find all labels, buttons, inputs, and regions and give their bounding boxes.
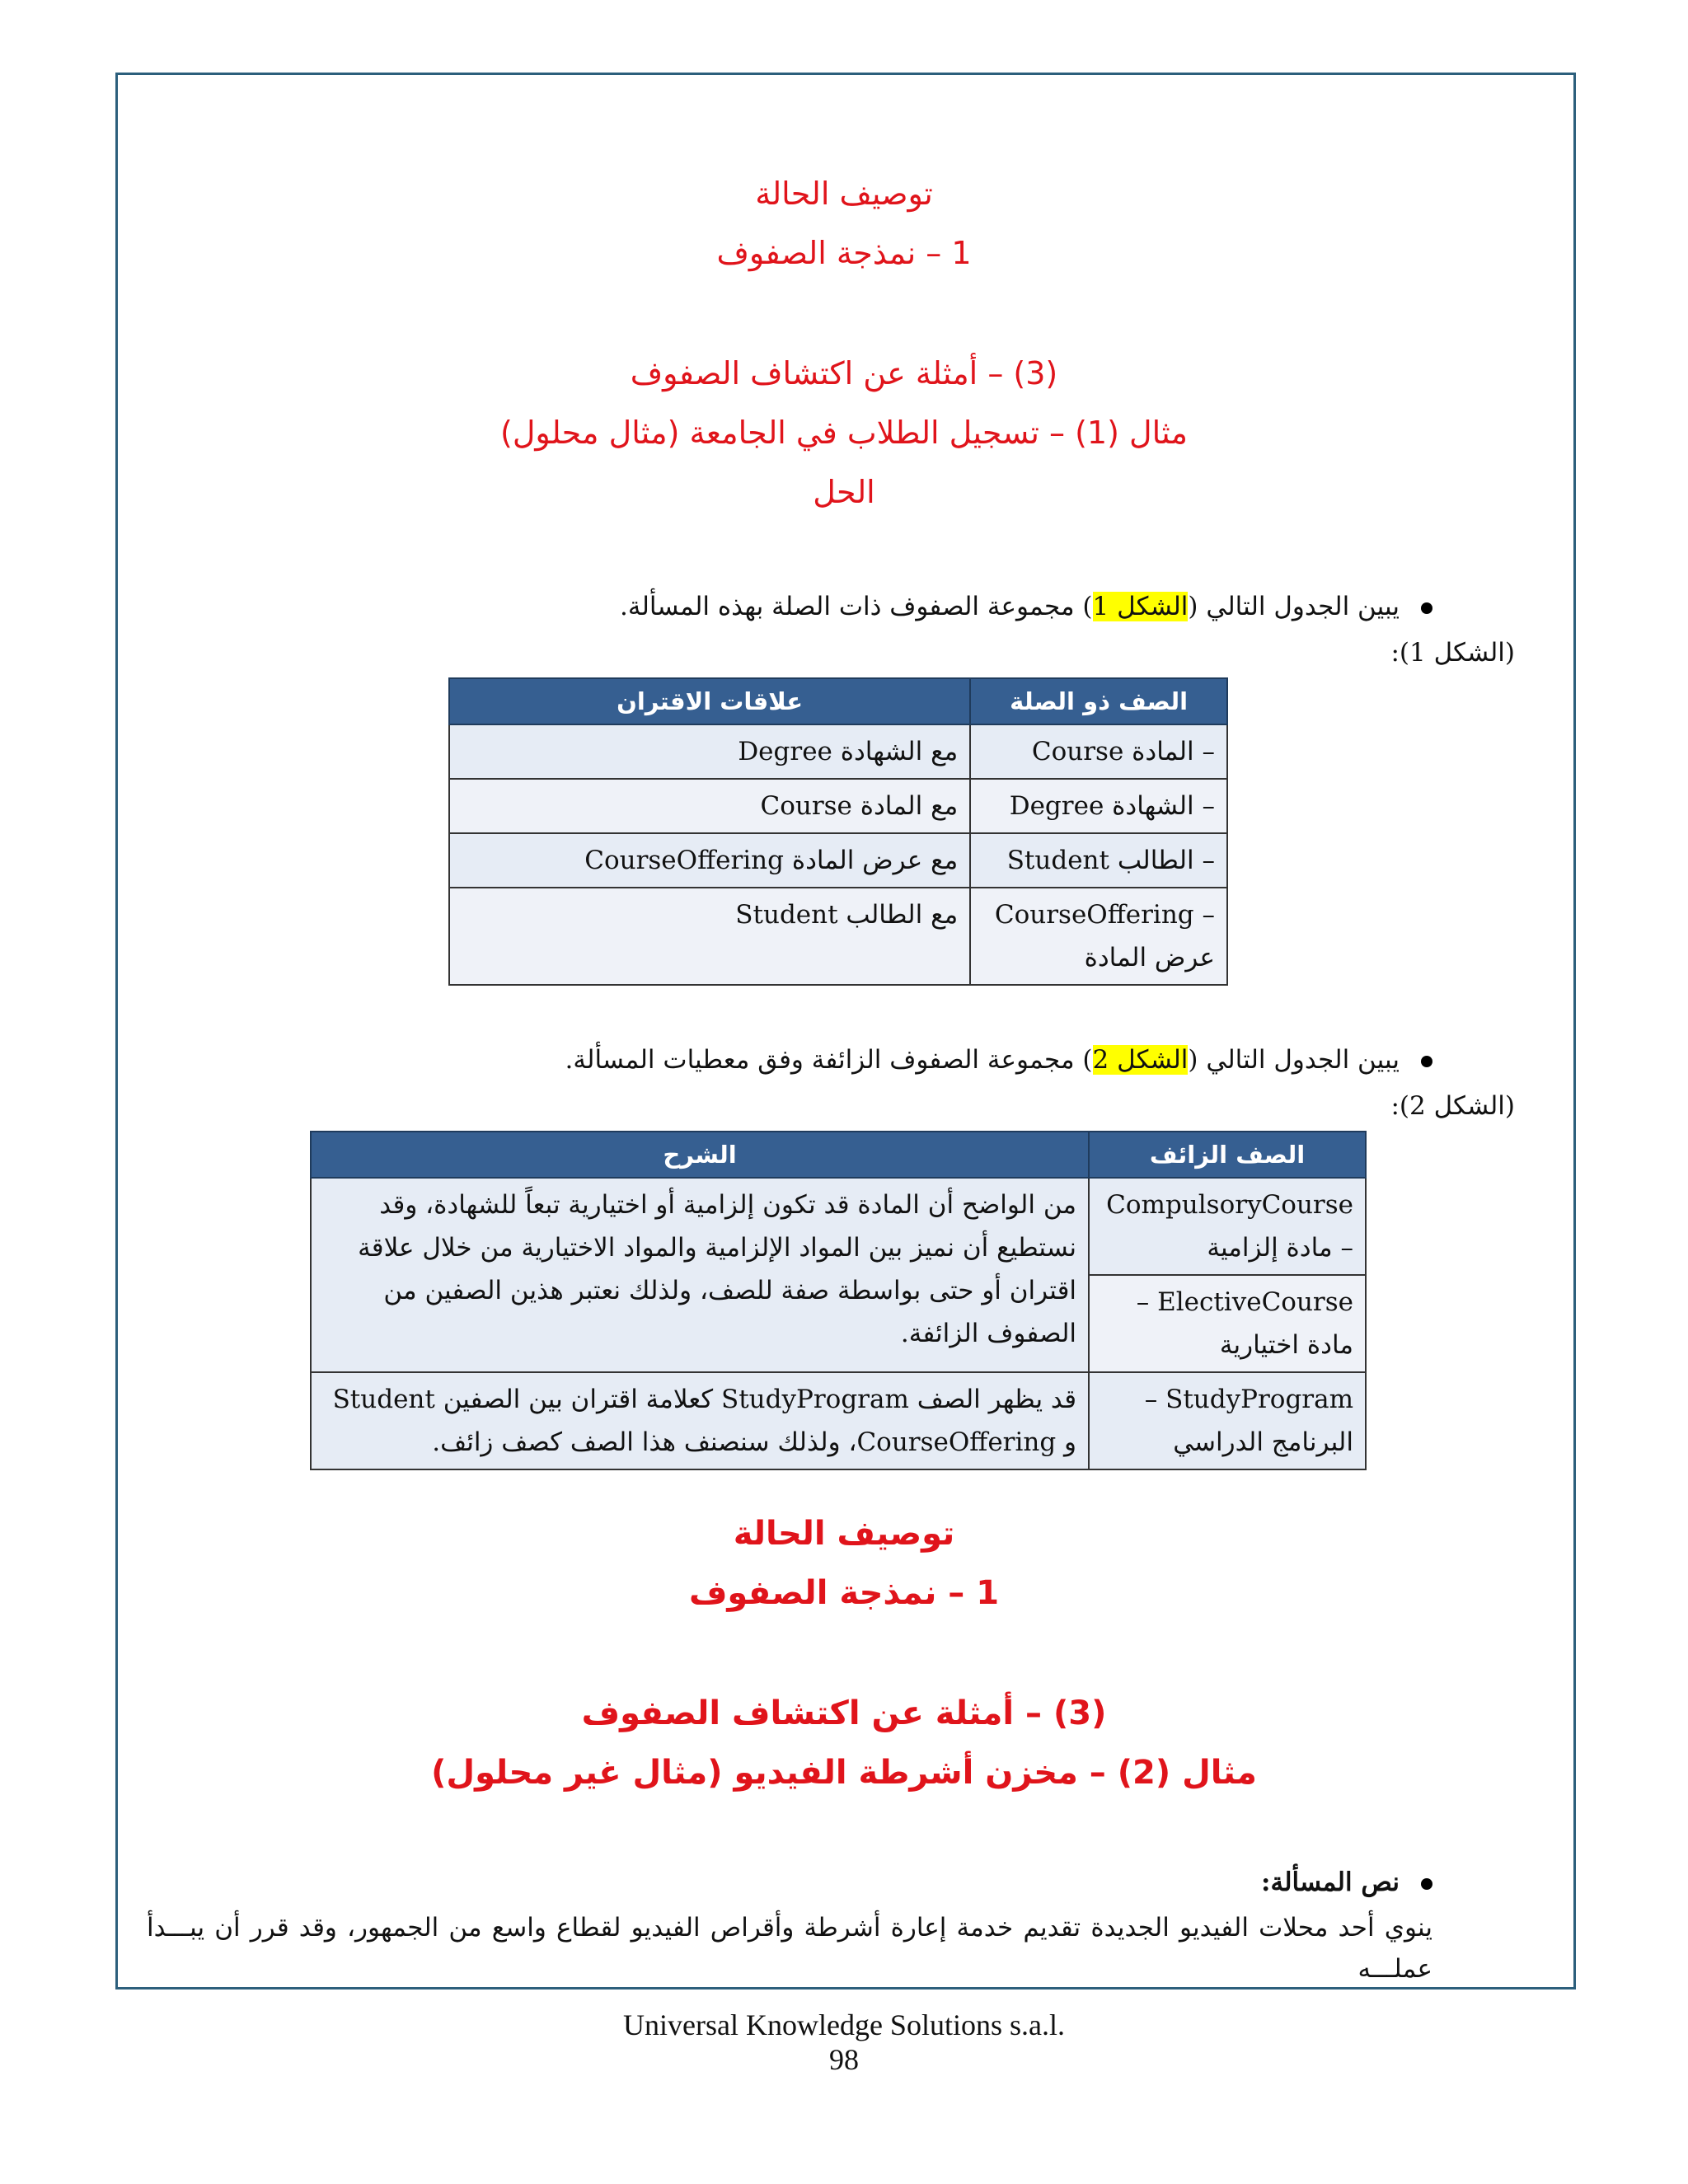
table-cell: مع المادة Course <box>449 779 970 833</box>
table-cell: – CourseOffering عرض المادة <box>970 888 1227 985</box>
section1-subtitle: 1 – نمذجة الصفوف <box>716 235 972 271</box>
column-header: علاقات الاقتران <box>449 678 970 724</box>
table-header-row <box>449 678 1227 724</box>
figure-ref-highlight: الشكل 2 <box>1092 1045 1189 1075</box>
table-row <box>449 779 1227 833</box>
page-number: 98 <box>829 2043 859 2076</box>
table-row <box>449 888 1227 985</box>
table-row <box>311 1372 1366 1469</box>
bullet-icon <box>1421 602 1432 614</box>
section1-solution: الحل <box>813 474 875 510</box>
footer-company: Universal Knowledge Solutions s.a.l. <box>623 2008 1065 2041</box>
table1-caption: (الشكل 1): <box>1390 638 1515 668</box>
table-row <box>449 724 1227 779</box>
table2-intro: يبين الجدول التالي (الشكل 2) مجموعة الصفوف الزائفة وفق معطيات المسألة. <box>565 1042 1432 1078</box>
table-cell: من الواضح أن المادة قد تكون إلزامية أو اختيارية تبعاً للشهادة، وقد نستطيع أن نميز بين المواد الإلزامية والمواد الاختيارية من خلال علاقة اقتران أو حتى بواسطة صفة للصف، ولذلك نعتبر هذين الصفين من الصفوف الزائفة. <box>311 1178 1089 1372</box>
table-cell: مع الطالب Student <box>449 888 970 985</box>
section2-example: مثال (2) – مخزن أشرطة الفيديو (مثال غير محلول) <box>431 1754 1257 1792</box>
table-cell: مع عرض المادة CourseOffering <box>449 833 970 888</box>
table-header-row <box>311 1132 1366 1178</box>
section2-part: (3) – أمثلة عن اكتشاف الصفوف <box>581 1694 1107 1732</box>
bullet-icon <box>1421 1878 1432 1890</box>
table1-intro: يبين الجدول التالي (الشكل 1) مجموعة الصفوف ذات الصلة بهذه المسألة. <box>620 588 1432 625</box>
section2-subtitle: 1 – نمذجة الصفوف <box>688 1574 1000 1612</box>
table-row <box>449 833 1227 888</box>
table-row <box>311 1178 1366 1275</box>
table-cell: ElectiveCourse – مادة اختيارية <box>1089 1275 1366 1372</box>
problem-text: ينوي أحد محلات الفيديو الجديدة تقديم خدمة إعارة أشرطة وأقراص الفيديو لقطاع واسع من الجمهور، وقد قرر أن يبـــدأ عملـــه <box>147 1913 1432 1984</box>
table1 <box>448 677 1228 986</box>
section2-title: توصيف الحالة <box>733 1515 955 1553</box>
table-cell: – المادة Course <box>970 724 1227 779</box>
bullet-icon <box>1421 1056 1432 1067</box>
section1-example: مثال (1) – تسجيل الطلاب في الجامعة (مثال محلول) <box>500 415 1188 451</box>
table2-caption: (الشكل 2): <box>1390 1091 1515 1121</box>
table-cell: – الطالب Student <box>970 833 1227 888</box>
section1-part: (3) – أمثلة عن اكتشاف الصفوف <box>630 355 1058 391</box>
table-cell: StudyProgram – البرنامج الدراسي <box>1089 1372 1366 1469</box>
table-cell: CompulsoryCourse – مادة إلزامية <box>1089 1178 1366 1275</box>
problem-label: نص المسألة: <box>1261 1864 1432 1900</box>
column-header: الصف ذو الصلة <box>970 678 1227 724</box>
column-header: الشرح <box>311 1132 1089 1178</box>
column-header: الصف الزائف <box>1089 1132 1366 1178</box>
table2 <box>310 1131 1367 1470</box>
figure-ref-highlight: الشكل 1 <box>1092 592 1189 621</box>
table-cell: – الشهادة Degree <box>970 779 1227 833</box>
table-cell: مع الشهادة Degree <box>449 724 970 779</box>
table-cell: قد يظهر الصف StudyProgram كعلامة اقتران بين الصفين Student و CourseOffering، ولذلك سنصنف هذا الصف كصف زائف. <box>311 1372 1089 1469</box>
section1-title: توصيف الحالة <box>755 176 933 212</box>
